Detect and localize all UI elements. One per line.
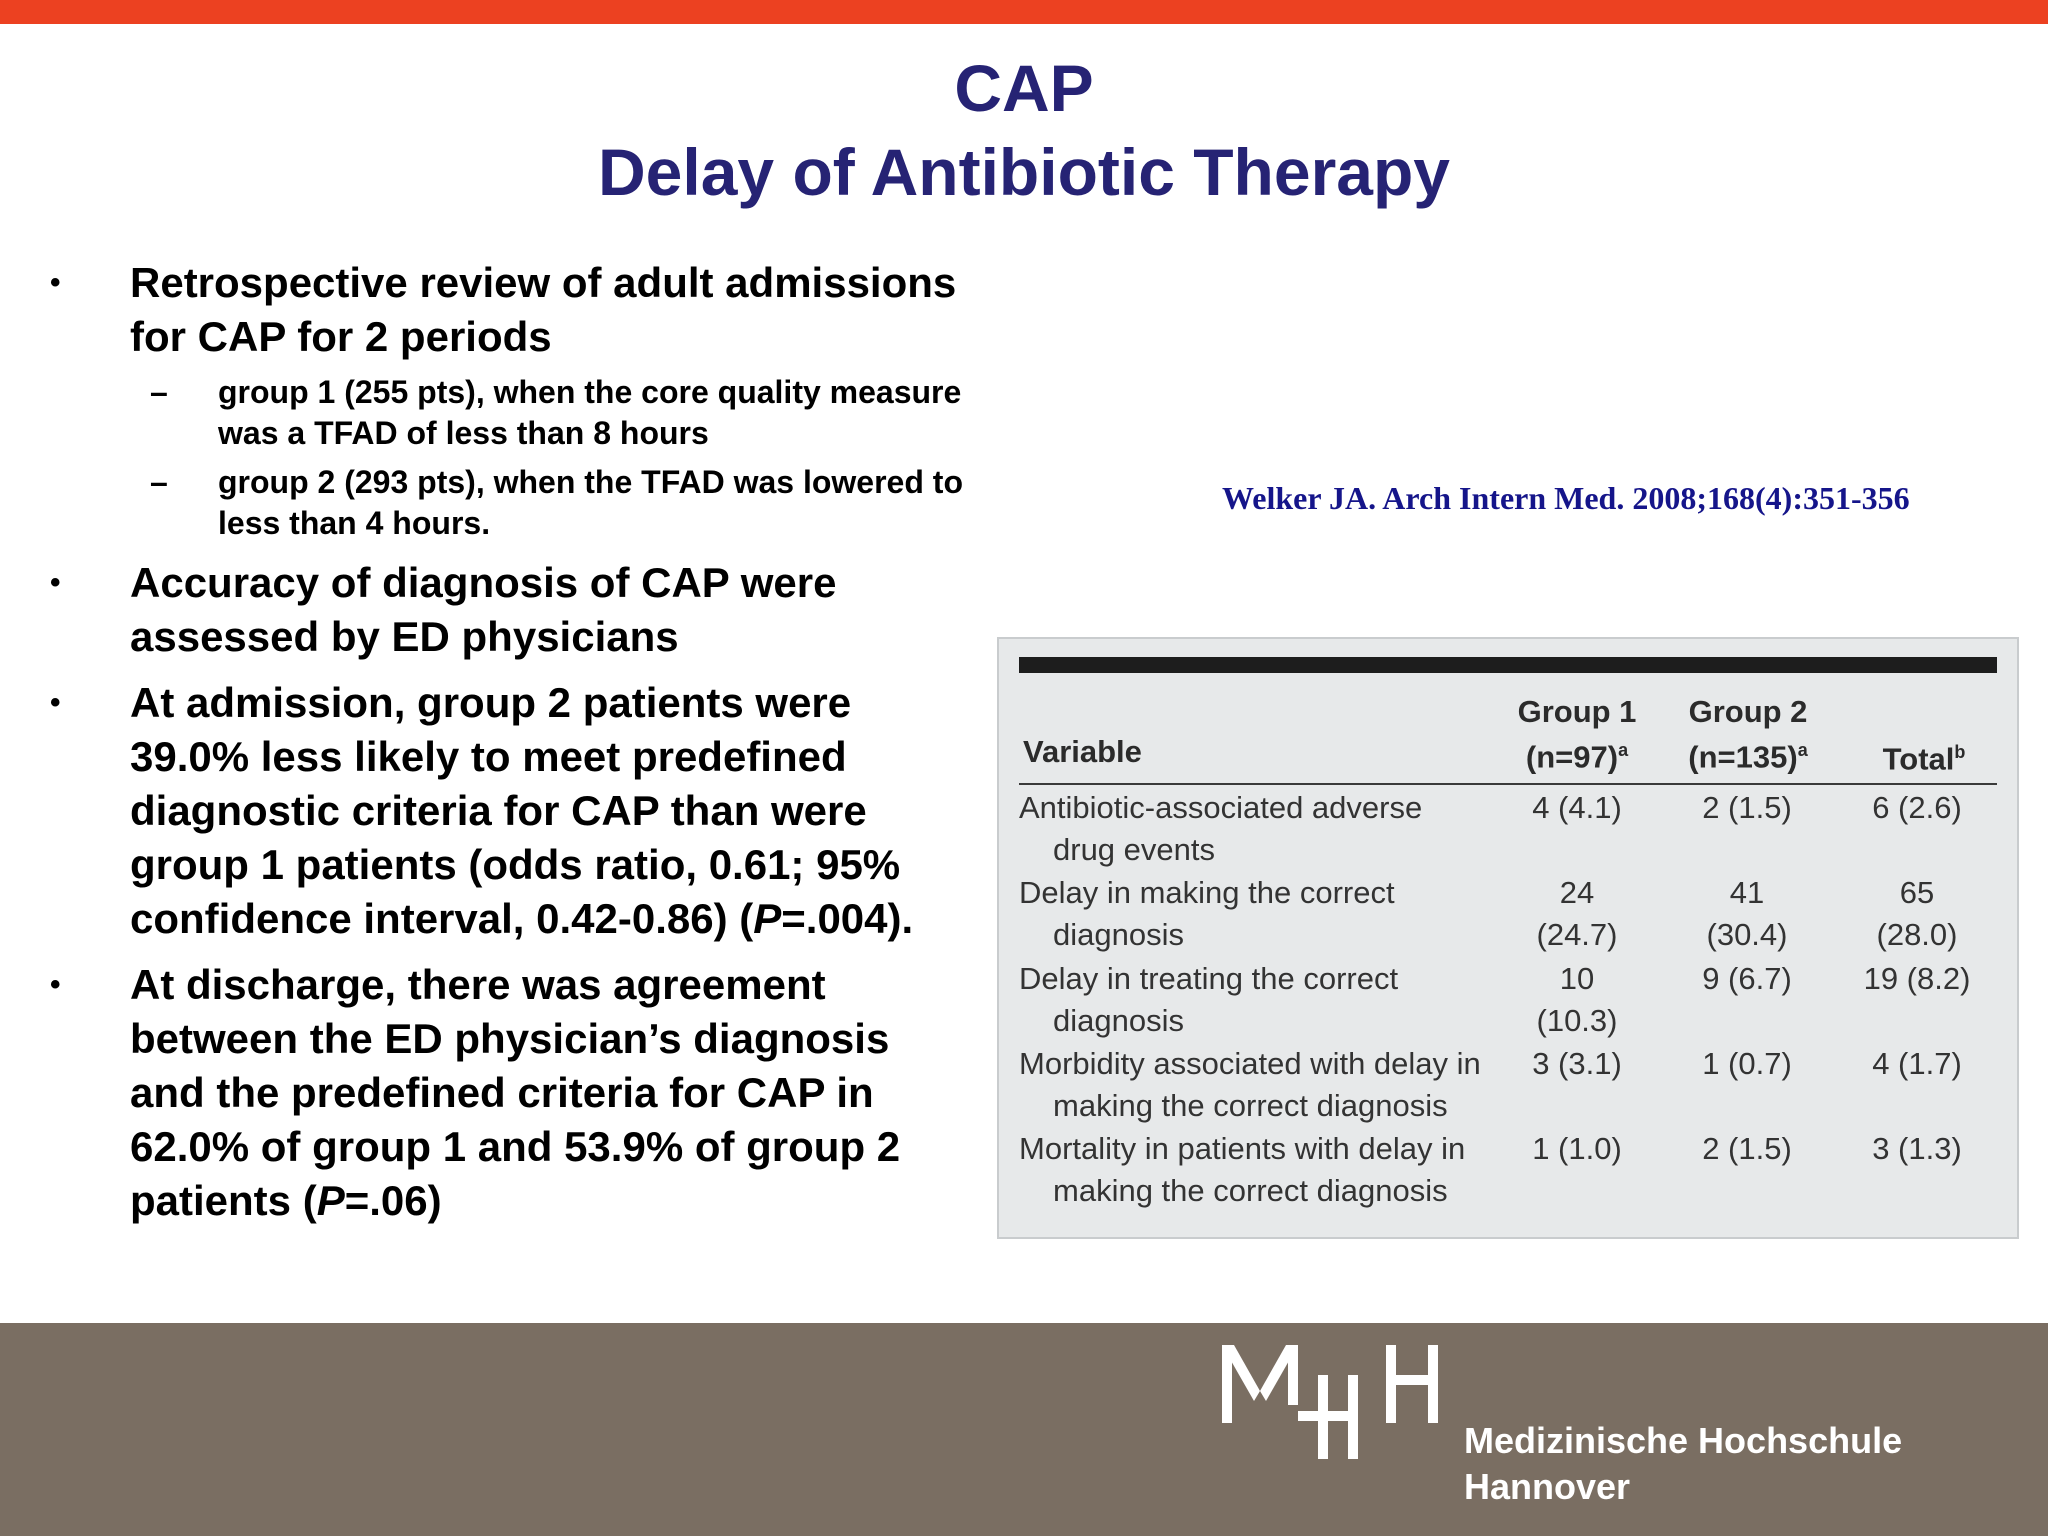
bullet-dot: • (50, 566, 61, 599)
row-variable-line: making the correct diagnosis (1053, 1173, 1448, 1208)
header-group2 (1673, 693, 1823, 776)
bullet-item (48, 676, 968, 946)
row-variable-line: making the correct diagnosis (1053, 1088, 1448, 1123)
bullet-text-part: At admission, group 2 patients were 39.0% less likely to meet predefined diagnostic criteria for CAP than were group 1 patients (odds ratio, 0.61; 95% confidence interval, 0.42-0.86) ( (130, 679, 901, 942)
table-header (1019, 687, 1997, 785)
bullet-item (48, 556, 968, 664)
bullet-item (48, 256, 968, 544)
title-line-1: CAP (954, 51, 1094, 125)
title-line-2: Delay of Antibiotic Therapy (597, 135, 1450, 209)
footnote-marker: a (1618, 740, 1629, 760)
header-group1-label: Group 1 (1517, 694, 1637, 729)
mhh-logo-icon (1222, 1345, 1442, 1460)
bullet-text (130, 676, 968, 946)
cell-group2: 1 (0.7) (1702, 1046, 1792, 1081)
cell-group2: 2 (1.5) (1702, 1131, 1792, 1166)
cell-group1: 10 (10.3) (1536, 961, 1618, 1038)
bullet-text-part: =.06) (344, 1177, 442, 1224)
bullet-text: Retrospective review of adult admissions for CAP for 2 periods (130, 259, 957, 360)
bullet-text-part: At discharge, there was agreement between the ED physician’s diagnosis and the predefined criteria for CAP in 62.0% of group 1 and 53.9% of group 2 patients ( (130, 961, 901, 1224)
footnote-marker: a (1797, 740, 1808, 760)
header-group2-label: Group 2 (1688, 694, 1808, 729)
header-total (1859, 733, 1989, 778)
row-variable (1019, 872, 1519, 956)
header-group1-n: (n=97) (1525, 739, 1619, 775)
cell-total: 3 (1.3) (1872, 1131, 1962, 1166)
bullet-text-part: =.004). (781, 895, 914, 942)
bullet-text (130, 958, 968, 1228)
header-group2-n: (n=135) (1688, 739, 1798, 775)
cell-group1: 1 (1.0) (1532, 1131, 1622, 1166)
cell-group1: 3 (3.1) (1532, 1046, 1622, 1081)
sub-bullet-text: group 1 (255 pts), when the core quality measure was a TFAD of less than 8 hours (218, 374, 962, 451)
citation: Welker JA. Arch Intern Med. 2008;168(4):351-356 (1222, 480, 1910, 516)
top-accent-bar (0, 0, 2048, 24)
cell-total: 4 (1.7) (1872, 1046, 1962, 1081)
dash-symbol: – (150, 464, 168, 500)
row-variable (1019, 958, 1519, 1042)
sub-bullet-item (130, 372, 968, 454)
institution-name (1464, 1418, 1902, 1510)
sub-bullet-list (130, 372, 968, 544)
sub-bullet-item (130, 462, 968, 544)
row-variable (1019, 787, 1519, 871)
bullet-dot: • (50, 266, 61, 299)
bullet-list (48, 256, 968, 1240)
cell-group1: 4 (4.1) (1532, 790, 1622, 825)
bullet-dot: • (50, 968, 61, 1001)
institution-name-line: Hannover (1464, 1466, 1631, 1507)
row-variable-line: Mortality in patients with delay in (1019, 1131, 1466, 1166)
results-table (997, 637, 2019, 1239)
row-variable-line: Delay in treating the correct (1019, 961, 1399, 996)
header-group1 (1507, 693, 1647, 776)
bullet-text: Accuracy of diagnosis of CAP were assessed by ED physicians (130, 559, 837, 660)
slide-title (0, 46, 2048, 214)
cell-group2: 2 (1.5) (1702, 790, 1792, 825)
row-variable-line: Delay in making the correct (1019, 875, 1395, 910)
header-variable: Variable (1023, 734, 1142, 769)
p-value-symbol: P (316, 1177, 345, 1224)
row-variable-line: diagnosis (1053, 917, 1184, 952)
dash-symbol: – (150, 374, 168, 410)
row-variable-line: Antibiotic-associated adverse (1019, 790, 1423, 825)
row-variable-line: diagnosis (1053, 1003, 1184, 1038)
row-variable-line: Morbidity associated with delay in (1019, 1046, 1481, 1081)
p-value-symbol: P (753, 895, 782, 942)
cell-group2: 9 (6.7) (1702, 961, 1792, 996)
header-total-label: Total (1882, 741, 1955, 777)
row-variable (1019, 1128, 1519, 1212)
cell-total: 65 (28.0) (1876, 875, 1958, 952)
cell-group2: 41 (30.4) (1706, 875, 1788, 952)
cell-group1: 24 (24.7) (1536, 875, 1618, 952)
cell-total: 6 (2.6) (1872, 790, 1962, 825)
table-top-rule (1019, 657, 1997, 673)
bullet-dot: • (50, 686, 61, 719)
row-variable (1019, 1043, 1519, 1127)
row-variable-line: drug events (1053, 832, 1215, 867)
cell-total: 19 (8.2) (1863, 961, 1971, 996)
bullet-item (48, 958, 968, 1228)
sub-bullet-text: group 2 (293 pts), when the TFAD was lowered to less than 4 hours. (218, 464, 963, 541)
footnote-marker: b (1954, 742, 1966, 762)
institution-name-line: Medizinische Hochschule (1464, 1420, 1903, 1461)
